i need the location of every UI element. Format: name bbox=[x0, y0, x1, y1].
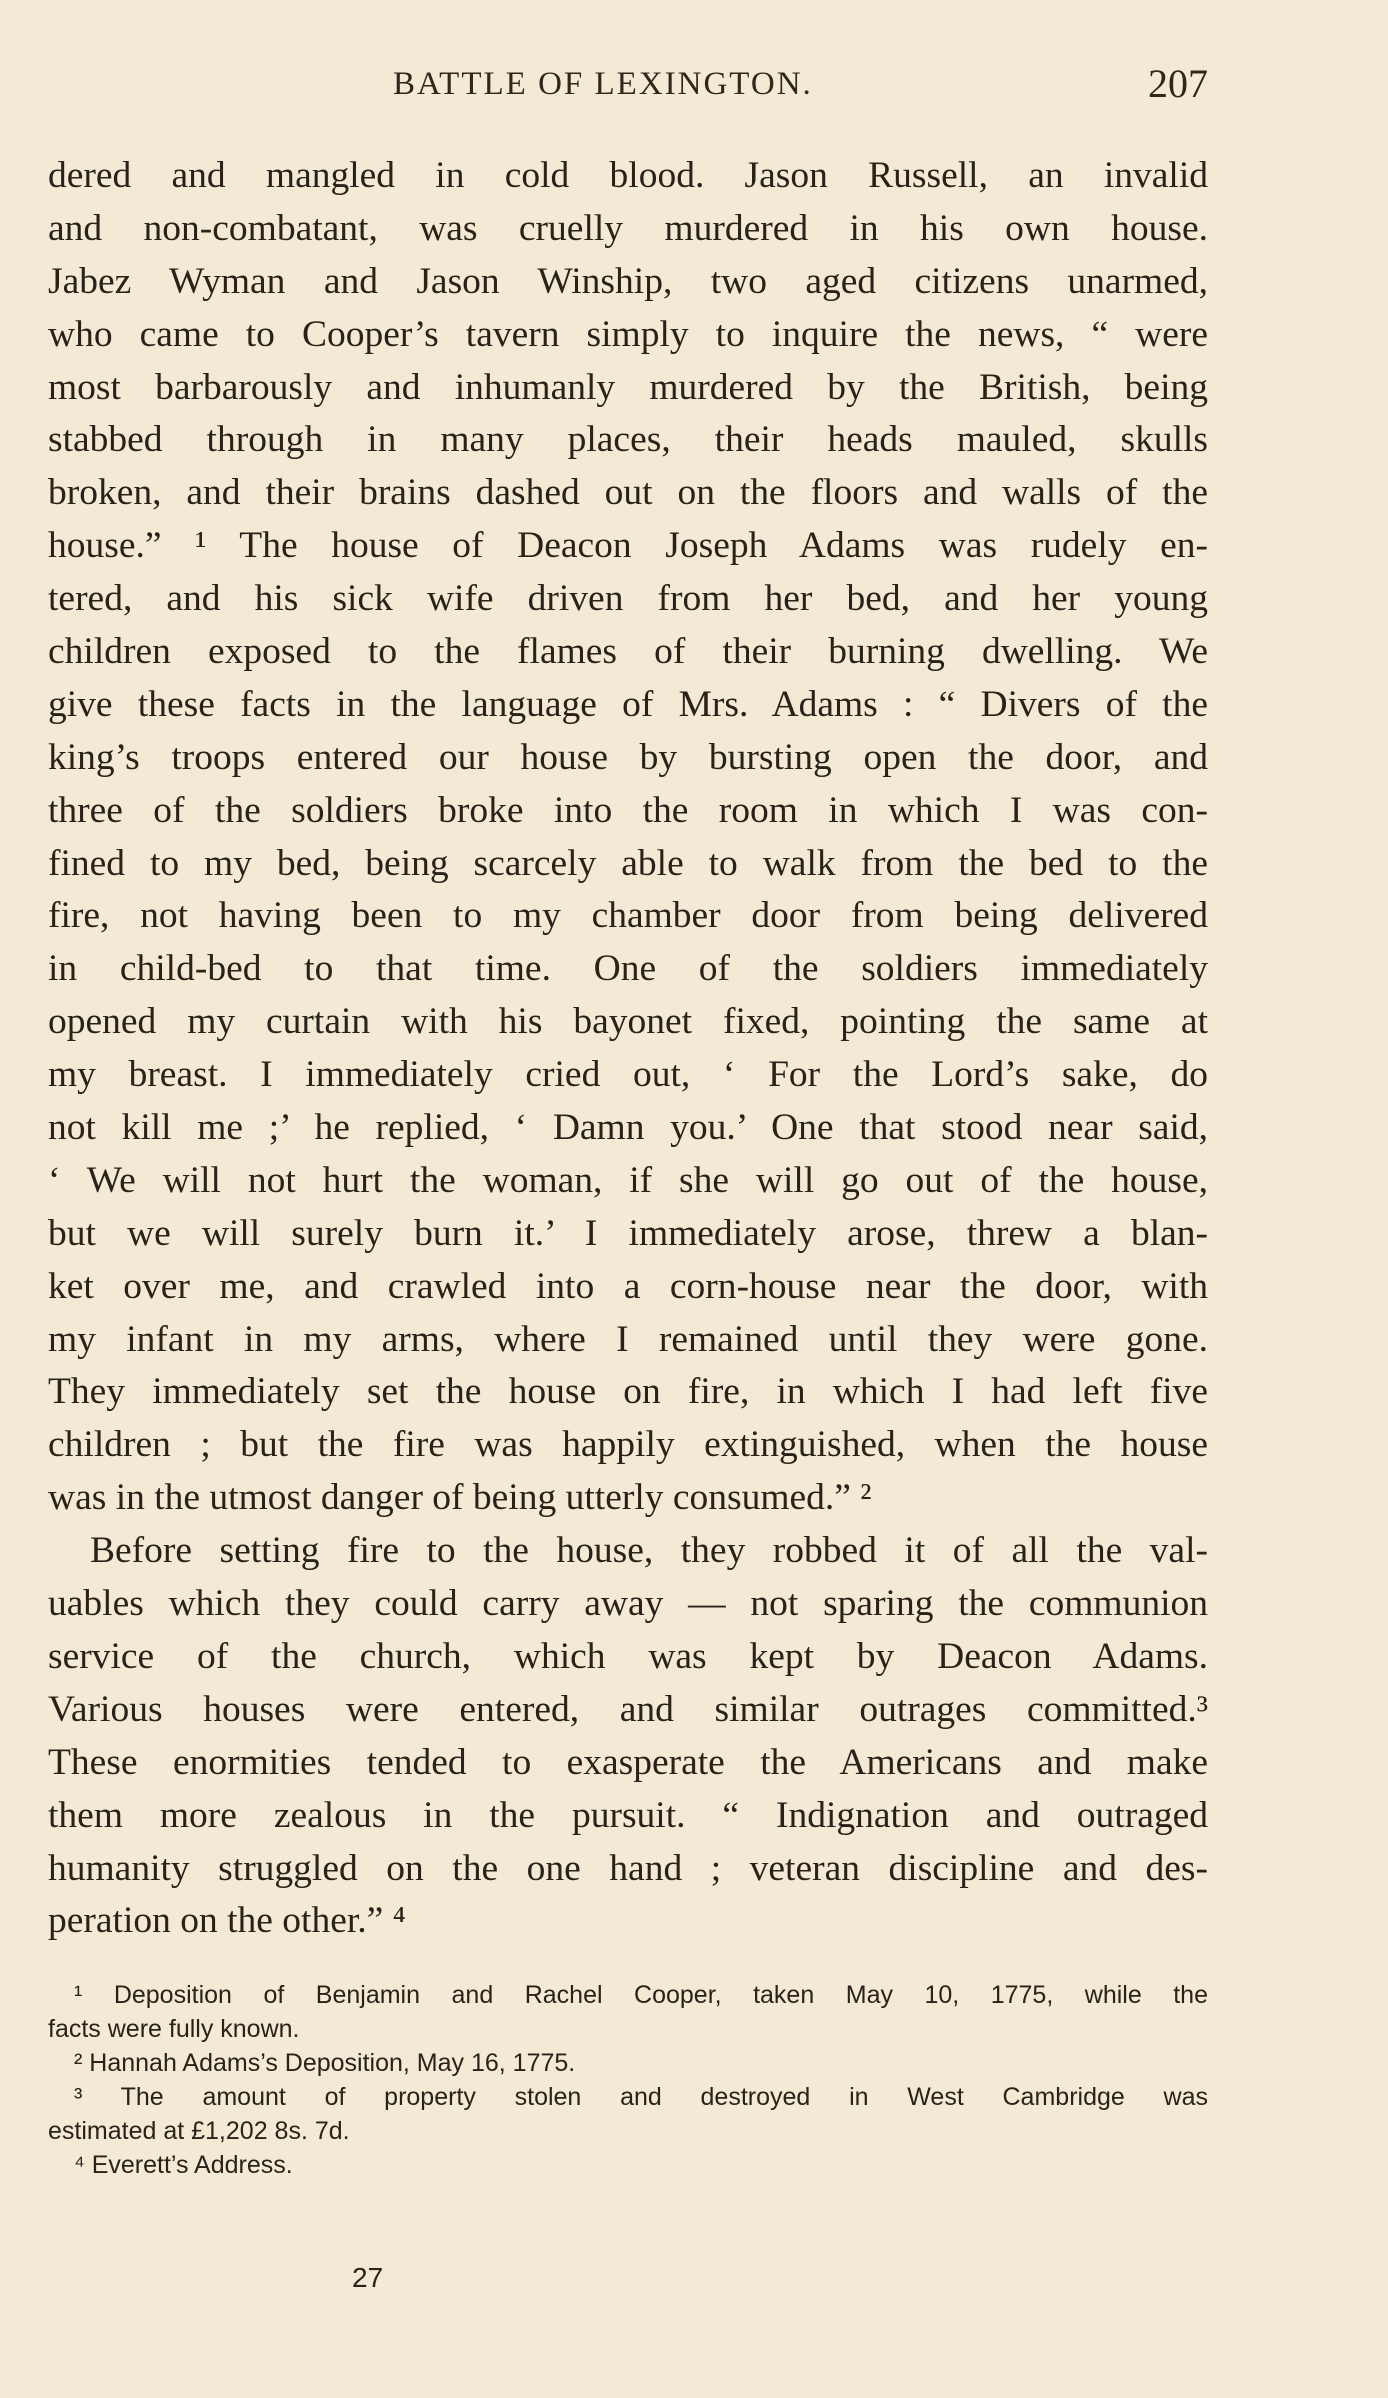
text-line: king’s troops entered our house by bursting open the door, and bbox=[48, 736, 1208, 778]
text-line: who came to Cooper’s tavern simply to inquire the news, “ were bbox=[48, 313, 1208, 355]
footnote-line: ¹ Deposition of Benjamin and Rachel Cooper, taken May 10, 1775, while the bbox=[74, 1981, 1208, 2009]
text-line: was in the utmost danger of being utterly consumed.” ² bbox=[48, 1477, 872, 1519]
text-line: my breast. I immediately cried out, ‘ For the Lord’s sake, do bbox=[48, 1054, 1208, 1096]
text-line: broken, and their brains dashed out on the floors and walls of the bbox=[48, 472, 1208, 514]
text-line: in child-bed to that time. One of the soldiers immediately bbox=[48, 948, 1208, 990]
text-line: uables which they could carry away — not sparing the communion bbox=[48, 1583, 1208, 1625]
text-line: humanity struggled on the one hand ; veteran discipline and des- bbox=[48, 1847, 1208, 1889]
footnote-line: ⁴ Everett’s Address. bbox=[74, 2151, 293, 2179]
text-line: house.” ¹ The house of Deacon Joseph Adams was rudely en- bbox=[48, 525, 1208, 567]
text-line: peration on the other.” ⁴ bbox=[48, 1900, 406, 1942]
text-line: Jabez Wyman and Jason Winship, two aged citizens unarmed, bbox=[48, 260, 1208, 302]
page-number: 207 bbox=[1148, 61, 1208, 106]
text-line: three of the soldiers broke into the room in which I was con- bbox=[48, 789, 1208, 831]
text-line: give these facts in the language of Mrs. Adams : “ Divers of the bbox=[48, 683, 1208, 725]
footnote-line: facts were fully known. bbox=[48, 2015, 300, 2043]
footnote-line: ³ The amount of property stolen and destroyed in West Cambridge was bbox=[74, 2083, 1208, 2111]
footnotes bbox=[48, 1978, 1208, 2182]
signature-mark: 27 bbox=[352, 2262, 384, 2293]
text-line: service of the church, which was kept by Deacon Adams. bbox=[48, 1635, 1208, 1677]
text-line: They immediately set the house on fire, in which I had left five bbox=[48, 1371, 1208, 1413]
text-line: fined to my bed, being scarcely able to walk from the bed to the bbox=[48, 842, 1208, 884]
text-line: them more zealous in the pursuit. “ Indignation and outraged bbox=[48, 1794, 1208, 1836]
page-header bbox=[48, 60, 1208, 120]
running-head: BATTLE OF LEXINGTON. bbox=[393, 66, 813, 102]
text-line: Before setting fire to the house, they robbed it of all the val- bbox=[90, 1530, 1208, 1572]
text-line: fire, not having been to my chamber door from being delivered bbox=[48, 895, 1208, 937]
text-line: but we will surely burn it.’ I immediately arose, threw a blan- bbox=[48, 1212, 1208, 1254]
text-line: and non-combatant, was cruelly murdered in his own house. bbox=[48, 207, 1208, 249]
text-line: most barbarously and inhumanly murdered by the British, being bbox=[48, 366, 1208, 408]
text-line: dered and mangled in cold blood. Jason Russell, an invalid bbox=[48, 155, 1208, 196]
text-line: opened my curtain with his bayonet fixed, pointing the same at bbox=[48, 1001, 1208, 1043]
text-line: Various houses were entered, and similar outrages committed.³ bbox=[48, 1688, 1208, 1730]
text-line: children exposed to the flames of their burning dwelling. We bbox=[48, 631, 1208, 673]
text-line: children ; but the fire was happily extinguished, when the house bbox=[48, 1424, 1208, 1466]
text-line: ket over me, and crawled into a corn-house near the door, with bbox=[48, 1265, 1208, 1307]
text-line: ‘ We will not hurt the woman, if she will go out of the house, bbox=[48, 1159, 1208, 1201]
footnote-line: ² Hannah Adams’s Deposition, May 16, 1775. bbox=[74, 2049, 576, 2077]
footnote-line: estimated at £1,202 8s. 7d. bbox=[48, 2117, 350, 2145]
text-line: my infant in my arms, where I remained until they were gone. bbox=[48, 1318, 1208, 1360]
text-line: tered, and his sick wife driven from her bed, and her young bbox=[48, 578, 1208, 620]
text-line: not kill me ;’ he replied, ‘ Damn you.’ One that stood near said, bbox=[48, 1107, 1208, 1149]
body-text bbox=[48, 150, 1208, 1948]
text-line: stabbed through in many places, their heads mauled, skulls bbox=[48, 419, 1208, 461]
text-line: These enormities tended to exasperate the Americans and make bbox=[48, 1741, 1208, 1783]
